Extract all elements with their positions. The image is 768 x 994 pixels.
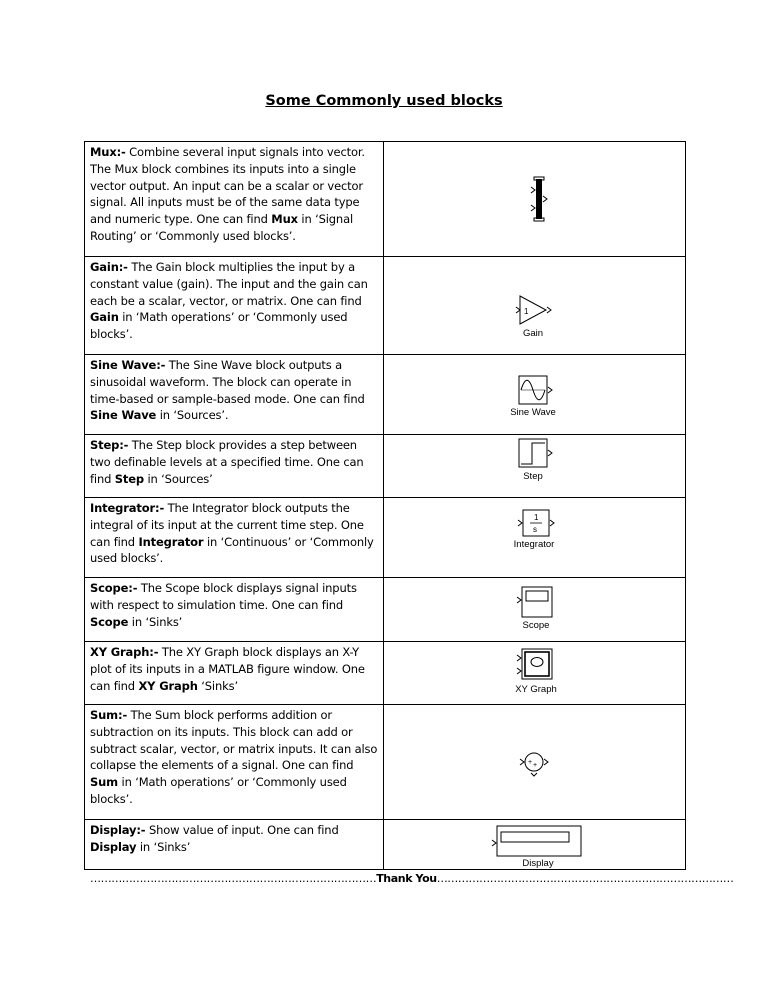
figure-sine-wave	[384, 355, 686, 435]
table-row	[85, 705, 686, 820]
integrator-label: Integrator	[513, 539, 555, 550]
desc-bold-term: Scope	[90, 614, 129, 629]
desc-text: The Sum block performs addition or subtraction on its inputs. This block can add or subtract scalar, vector, or matrix inputs. It can also collapse the elements of a signal. One can find	[90, 708, 378, 773]
scope-label: Scope	[522, 620, 550, 631]
desc-bold-term: Mux:-	[90, 145, 126, 159]
svg-text:+: +	[533, 762, 538, 769]
figure-sum	[384, 705, 686, 820]
sum-block-icon	[518, 747, 554, 777]
desc-bold-term: Sum:-	[90, 708, 128, 722]
desc-text: in ‘Math operations’ or ‘Commonly used blocks’.	[90, 310, 348, 342]
desc-step	[85, 435, 384, 498]
desc-text: ‘Sinks’	[197, 678, 238, 693]
desc-sine-wave	[85, 355, 384, 435]
desc-display	[85, 820, 384, 870]
desc-bold-term: Integrator:-	[90, 501, 165, 515]
desc-text: The Sine Wave block outputs a sinusoidal waveform. The block can operate in time-based or sample-based mode. One can find	[90, 358, 365, 406]
blocks-table	[84, 141, 686, 870]
desc-text: The Integrator block outputs the integral of its input at the current time step. One can find	[90, 501, 364, 549]
table-row	[85, 142, 686, 257]
desc-bold-term: Scope:-	[90, 581, 138, 595]
svg-text:+: +	[528, 759, 533, 766]
sine-wave-label: Sine Wave	[510, 407, 556, 418]
xy-graph-block-icon	[515, 647, 555, 685]
desc-text: Show value of input. One can find	[145, 823, 339, 837]
desc-xy-graph	[85, 642, 384, 705]
desc-text: in ‘Math operations’ or ‘Commonly used blocks’.	[90, 775, 347, 806]
desc-integrator	[85, 498, 384, 578]
display-block-icon	[490, 823, 586, 855]
figure-mux	[384, 142, 686, 257]
page-title: Some Commonly used blocks	[265, 93, 503, 109]
desc-bold-term: Step:-	[90, 438, 129, 452]
table-row	[85, 355, 686, 435]
desc-text: in ‘Sinks’	[128, 614, 183, 629]
display-label: Display	[522, 858, 554, 869]
desc-text: in ‘Sources’	[143, 471, 213, 486]
desc-bold-term: Display	[90, 839, 137, 854]
desc-sum	[85, 705, 384, 820]
table-row	[85, 820, 686, 870]
desc-bold-term: Sine Wave:-	[90, 358, 166, 372]
footer-dots-right: …………………………………………………………………………	[436, 872, 734, 885]
step-label: Step	[523, 471, 543, 482]
desc-text: The Gain block multiplies the input by a constant value (gain). The input and the gain can each be a scalar, vector, or matrix. One can find	[90, 260, 368, 308]
integrator-numerator: 1	[534, 513, 539, 522]
desc-text: in ‘Signal Routing’ or ‘Commonly used blocks’.	[90, 212, 354, 243]
gain-icon-text: 1	[524, 307, 529, 316]
desc-bold-term: Gain	[90, 310, 119, 325]
desc-gain	[85, 257, 384, 355]
gain-block-icon	[514, 295, 554, 329]
scope-block-icon	[515, 585, 555, 621]
desc-text: Combine several input signals into vector. The Mux block combines its inputs into a single vector output. An input can be a scalar or vector signal. All inputs must be of the same data type and numeric type. One can find	[90, 145, 365, 227]
integrator-block-icon	[516, 509, 556, 543]
desc-text: in ‘Sinks’	[136, 839, 191, 854]
table-row	[85, 578, 686, 642]
sine-wave-block-icon	[517, 374, 553, 408]
figure-display	[384, 820, 686, 870]
table-row	[85, 257, 686, 355]
desc-bold-term: XY Graph:-	[90, 645, 159, 659]
desc-mux	[85, 142, 384, 257]
desc-text: in ‘Continuous’ or ‘Commonly used blocks’.	[90, 534, 374, 566]
figure-step	[384, 435, 686, 498]
desc-text: The Scope block displays signal inputs with respect to simulation time. One can find	[90, 581, 357, 612]
desc-bold-term: Display:-	[90, 823, 146, 837]
integrator-denominator: s	[533, 525, 537, 534]
desc-bold-term: Sine Wave	[90, 408, 157, 423]
xy-graph-label: XY Graph	[515, 684, 557, 695]
footer	[90, 872, 734, 885]
step-block-icon	[517, 437, 553, 471]
desc-bold-term: Step	[114, 471, 144, 486]
desc-bold-term: Mux	[271, 212, 298, 227]
desc-scope	[85, 578, 384, 642]
figure-gain	[384, 257, 686, 355]
table-row	[85, 642, 686, 705]
desc-text: The XY Graph block displays an X-Y plot of its inputs in a MATLAB figure window. One can find	[90, 645, 365, 693]
table-row	[85, 435, 686, 498]
figure-scope	[384, 578, 686, 642]
figure-xy-graph	[384, 642, 686, 705]
desc-bold-term: Integrator	[138, 534, 204, 549]
gain-label: Gain	[522, 328, 544, 339]
mux-block-icon	[530, 177, 550, 223]
table-row	[85, 498, 686, 578]
footer-dots-left: ………………………………………………………………………	[90, 872, 377, 885]
desc-bold-term: XY Graph	[138, 678, 198, 693]
desc-bold-term: Gain:-	[90, 260, 128, 274]
figure-integrator	[384, 498, 686, 578]
desc-text: The Step block provides a step between two definable levels at a specified time. One can find	[90, 438, 364, 486]
desc-text: in ‘Sources’.	[156, 408, 229, 423]
desc-bold-term: Sum	[90, 775, 119, 790]
footer-thank-you: Thank You	[376, 872, 437, 885]
